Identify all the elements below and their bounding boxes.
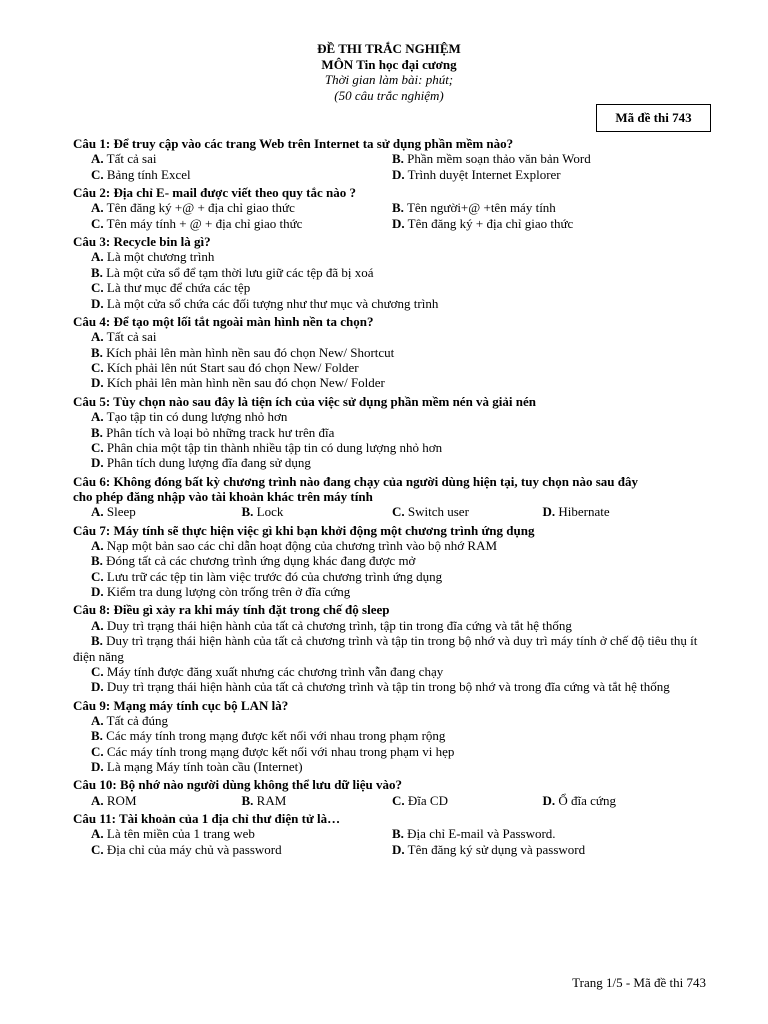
option-letter: A. [91, 329, 104, 345]
exam-question-count: (50 câu trắc nghiệm) [334, 87, 444, 103]
option-letter: D. [91, 679, 104, 695]
question-text: Câu 7: Máy tính sẽ thực hiện việc gì khi bạn khởi động một chương trình ứng dụng [73, 522, 535, 538]
question-block [73, 314, 713, 391]
option [73, 633, 713, 664]
option-letter: B. [91, 553, 103, 569]
option-text: Tên đăng ký + địa chỉ giao thức [407, 215, 574, 231]
option [73, 345, 713, 360]
option-text: Nạp một bản sao các chỉ dẫn hoạt động của chương trình vào bộ nhớ RAM [106, 537, 498, 553]
option-row [73, 793, 713, 808]
option [392, 826, 713, 841]
option-letter: A. [91, 713, 104, 728]
option-text: Duy trì trạng thái hiện hành của tất cả chương trình và tập tin trong bộ nhớ và trong đĩa cứng và tắt hệ thống [106, 679, 670, 695]
option [392, 504, 543, 519]
option-letter: C. [91, 841, 104, 857]
option-letter: B. [392, 826, 404, 842]
option [73, 425, 713, 440]
option-text: Phân tích và loại bỏ những track hư trên đĩa [106, 424, 335, 440]
option-text: Tạo tập tin có dung lượng nhỏ hơn [106, 409, 288, 425]
option-text: Là mạng Máy tính toàn cầu (Internet) [106, 759, 303, 775]
question-text: Câu 10: Bộ nhớ nào người dùng không thể lưu dữ liệu vào? [73, 777, 402, 793]
option-text: Tên người+@ +tên máy tính [406, 200, 556, 216]
question-block [73, 523, 713, 600]
option-text: Duy trì trạng thái hiện hành của tất cả chương trình, tập tin trong đĩa cứng và tắt hệ thống [106, 617, 572, 633]
option [73, 440, 713, 455]
option [73, 744, 713, 759]
option [73, 151, 392, 166]
question-block [73, 602, 713, 694]
question-block [73, 234, 713, 311]
option-letter: C. [91, 215, 104, 231]
option-letter: A. [91, 617, 104, 633]
option [73, 728, 713, 743]
question-text: Câu 2: Địa chỉ E- mail được viết theo quy tắc nào ? [73, 185, 356, 201]
option-text: Kích phải lên nút Start sau đó chọn New/ Folder [106, 360, 359, 376]
option [91, 504, 242, 519]
option [392, 216, 713, 231]
option-letter: A. [91, 504, 104, 520]
exam-title: ĐỀ THI TRẮC NGHIỆM [317, 41, 461, 56]
option-text: Switch user [407, 504, 469, 520]
option-letter: C. [91, 743, 104, 759]
option [73, 842, 392, 857]
option-letter: C. [91, 439, 104, 455]
option-row [73, 826, 713, 841]
option-text: Phân chia một tập tin thành nhiều tập tin có dung lượng nhỏ hơn [106, 439, 443, 455]
option-letter: C. [392, 504, 405, 520]
option [242, 504, 393, 519]
option [73, 455, 713, 470]
question-text-continued: cho phép đăng nhập vào tài khoản khác trên máy tính [73, 488, 373, 504]
option [73, 280, 713, 295]
option-letter: B. [241, 504, 254, 520]
question-block [73, 474, 713, 520]
option-letter: B. [392, 200, 404, 216]
option [73, 409, 713, 424]
option-text: Hibernate [558, 504, 610, 520]
option-row [73, 842, 713, 857]
option-letter: D. [542, 792, 556, 808]
option-letter: C. [392, 792, 405, 808]
option [73, 265, 713, 280]
option-letter: D. [91, 375, 104, 391]
option-row [73, 151, 713, 166]
option-letter: D. [542, 504, 556, 520]
option [543, 793, 616, 808]
option-letter: A. [91, 537, 104, 553]
option-text: Máy tính được đăng xuất nhưng các chương trình vẫn đang chạy [106, 663, 444, 679]
option [91, 793, 242, 808]
option [73, 296, 713, 311]
option [73, 200, 392, 215]
question-block [73, 777, 713, 808]
option [73, 713, 713, 728]
option [73, 618, 713, 633]
option-letter: D. [91, 295, 104, 311]
option-text: Các máy tính trong mạng được kết nối với nhau trong phạm vi hẹp [106, 743, 455, 759]
question-block [73, 394, 713, 471]
option-text: Tất cả sai [106, 329, 157, 345]
option-text: ROM [106, 792, 137, 808]
option [73, 360, 713, 375]
exam-code-box: Mã đề thi 743 [596, 104, 711, 132]
option [392, 151, 713, 166]
option-letter: B. [91, 424, 103, 440]
option-letter: A. [91, 249, 104, 265]
option [73, 679, 713, 694]
option-text: Trình duyệt Internet Explorer [407, 166, 561, 182]
option-text: Kiểm tra dung lượng còn trống trên ở đĩa cứng [106, 584, 351, 600]
question-text: Câu 3: Recycle bin là gì? [73, 234, 211, 250]
option-letter: C. [91, 166, 104, 182]
option-text: Là thư mục để chứa các tệp [106, 280, 251, 296]
option-text: Tất cả đúng [106, 713, 169, 728]
option [73, 216, 392, 231]
question-text: Câu 5: Tùy chọn nào sau đây là tiện ích của việc sử dụng phần mềm nén và giải nén [73, 393, 537, 409]
option-letter: A. [91, 792, 104, 808]
option-letter: A. [91, 151, 104, 167]
option-letter: B. [241, 792, 254, 808]
question-block [73, 811, 713, 857]
exam-subject: MÔN Tin học đại cương [321, 56, 457, 72]
option-letter: A. [91, 200, 104, 216]
question-text: Câu 11: Tài khoản của 1 địa chỉ thư điện tử là… [73, 811, 341, 827]
option [73, 569, 713, 584]
option [392, 842, 713, 857]
option [73, 584, 713, 599]
option [73, 375, 713, 390]
option [392, 793, 543, 808]
option-text: Là một cửa sổ chứa các đối tượng như thư mục và chương trình [106, 295, 439, 311]
option [392, 167, 713, 182]
option-letter: D. [91, 584, 104, 600]
option-text: Đóng tất cả các chương trình ứng dụng khác đang được mở [106, 553, 416, 569]
option-letter: A. [91, 409, 104, 425]
option-text: Lock [256, 504, 284, 520]
option-letter: B. [91, 728, 103, 744]
option-row [73, 216, 713, 231]
option-letter: D. [392, 215, 405, 231]
option-letter: B. [91, 264, 103, 280]
page-footer: Trang 1/5 - Mã đề thi 743 [572, 975, 706, 990]
option-text: Bảng tính Excel [106, 166, 191, 182]
option [543, 504, 610, 519]
option-text: Duy trì trạng thái hiện hành của tất cả chương trình và tập tin trong bộ nhớ và duy trì máy tính ở chế độ tiêu thụ ít điện năng [73, 633, 698, 664]
exam-time: Thời gian làm bài: phút; [324, 72, 454, 87]
option-letter: C. [91, 663, 104, 679]
question-text: Câu 6: Không đóng bất kỳ chương trình nào đang chạy của người dùng hiện tại, tuy chọn nào sau đây [73, 473, 638, 489]
option-text: Tên đăng ký sử dụng và password [407, 841, 586, 857]
option-letter: C. [91, 280, 104, 296]
option-row [73, 200, 713, 215]
option [73, 664, 713, 679]
option [242, 793, 393, 808]
question-text: Câu 9: Mạng máy tính cục bộ LAN là? [73, 697, 289, 713]
option-letter: D. [91, 455, 104, 471]
option-text: Lưu trữ các tệp tin làm việc trước đó của chương trình ứng dụng [106, 568, 443, 584]
question-text: Câu 8: Điều gì xảy ra khi máy tính đặt trong chế độ sleep [73, 602, 390, 618]
option-letter: B. [91, 633, 103, 649]
option-text: Sleep [106, 504, 136, 520]
option-text: Phân tích dung lượng đĩa đang sử dụng [106, 455, 311, 471]
option-text: Tên máy tính + @ + địa chỉ giao thức [106, 215, 303, 231]
option [73, 329, 713, 344]
option-text: Là một cửa sổ để tạm thời lưu giữ các tệp đã bị xoá [106, 264, 374, 280]
option-text: Địa chỉ của máy chủ và password [106, 841, 282, 857]
option [73, 167, 392, 182]
option-letter: A. [91, 826, 104, 842]
option-letter: D. [392, 841, 405, 857]
option-text: Là tên miền của 1 trang web [106, 826, 255, 842]
option-text: Các máy tính trong mạng được kết nối với nhau trong phạm rộng [106, 728, 446, 744]
option [73, 759, 713, 774]
option-text: Ổ đĩa cứng [558, 792, 616, 808]
option-text: Là một chương trình [106, 249, 215, 265]
option-letter: B. [392, 151, 404, 167]
option-text: Kích phải lên màn hình nền sau đó chọn New/ Shortcut [106, 344, 395, 360]
option-letter: B. [91, 344, 103, 360]
option-text: Tên đăng ký +@ + địa chỉ giao thức [106, 200, 295, 216]
exam-header [0, 41, 768, 103]
question-block [73, 185, 713, 231]
option [392, 200, 713, 215]
question-list [73, 136, 713, 857]
option-letter: C. [91, 360, 104, 376]
option [73, 538, 713, 553]
option-letter: D. [392, 166, 405, 182]
option-row [73, 504, 713, 519]
question-block [73, 698, 713, 775]
option-text: Đĩa CD [407, 792, 448, 808]
option-text: Tất cả sai [106, 151, 157, 167]
option-text: RAM [256, 792, 287, 808]
option [73, 249, 713, 264]
question-text: Câu 4: Để tạo một lối tắt ngoài màn hình nền ta chọn? [73, 313, 374, 329]
option-letter: D. [91, 759, 104, 775]
option-text: Kích phải lên màn hình nền sau đó chọn New/ Folder [106, 375, 385, 391]
option-text: Địa chỉ E-mail và Password. [407, 826, 556, 842]
option [73, 826, 392, 841]
question-text: Câu 1: Để truy cập vào các trang Web trên Internet ta sử dụng phần mềm nào? [73, 136, 514, 151]
option-row [73, 167, 713, 182]
question-block [73, 136, 713, 182]
option [73, 553, 713, 568]
option-letter: C. [91, 568, 104, 584]
option-text: Phần mềm soạn thảo văn bản Word [407, 151, 591, 167]
